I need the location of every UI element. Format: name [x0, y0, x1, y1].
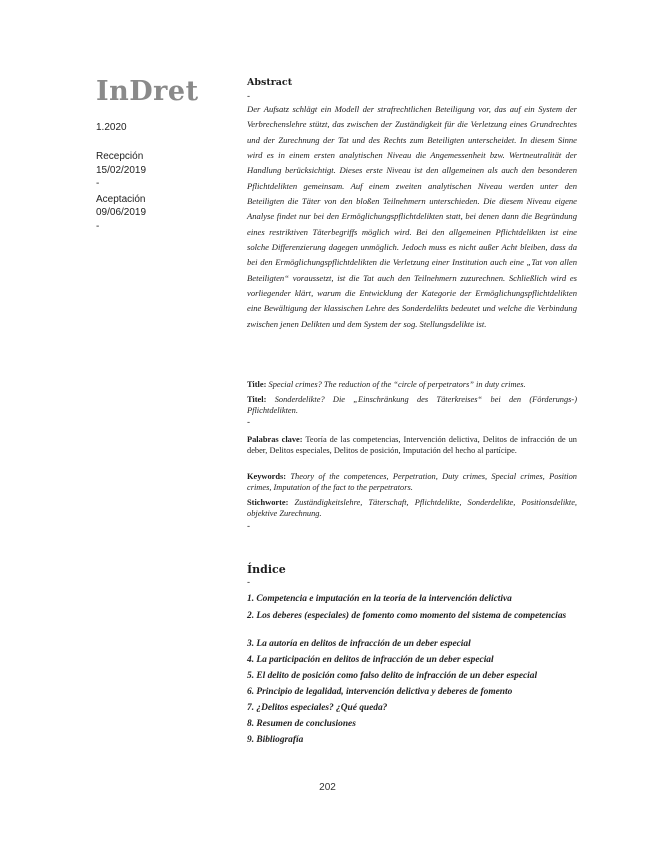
title-de-text: Sonderdelikte? Die „Einschränkung des Täterkreises“ bei den (Förderungs-) Pflichtdelikten. [247, 395, 577, 415]
title-en: Title: Special crimes? The reduction of the “circle of perpetrators” in duty crimes. [247, 380, 526, 389]
title-de: Titel: Sonderdelikte? Die „Einschränkung des Täterkreises“ bei den (Förderungs-) Pflichtdelikten. [247, 395, 577, 415]
toc-item-4[interactable]: 4. La participación en delitos de infracción de un deber especial [247, 655, 494, 665]
toc-item-6[interactable]: 6. Principio de legalidad, intervención delictiva y deberes de fomento [247, 687, 513, 697]
received-dash: - [96, 178, 100, 189]
abstract-dash: - [247, 92, 251, 102]
journal-logo: InDret [96, 76, 199, 107]
title-en-label: Title [247, 380, 264, 389]
accepted-dash: - [96, 221, 100, 232]
accepted-date: 09/06/2019 [96, 207, 147, 218]
abstract-text: Der Aufsatz schlägt ein Modell der strafrechtlichen Beteiligung vor, das auf ein System der Verbrechenslehre stützt, das zwischen der Zuständigkeit für die Verletzung eines Grundrechtes und der Zurechnung der Tat und des Rechts zum Beteiligten unterscheidet. In diesem Sinne wird es in einem ersten analytischen Niveau die Angemessenheit bzw. Wertneutralität der Handlung berücksichtigt. Dieses erste Niveau ist den allgemeinen als auch den besonderen Pflichtdelikten gemeinsam. Auf einem zweiten analytischen Niveau werden unter den Beteiligten die Täter von den bloßen Teilnehmern unterschieden. Die diesem Niveau eigene Analyse findet nur bei den Ermöglichungspflichtdelikten statt, bei denen dann die Begründung eines restriktiven Täterbegriffs möglich wird. Bei den allgemeinen Pflichtdelikten ist eine solche Differenzierung dagegen unmöglich. Jedoch muss es nicht außer Acht bleiben, dass da bei den Ermöglichungspflichtdelikten die Verletzung einer Institution auch eine „Tat von allen Beteiligten“ voraussetzt, ist die Tat auch den Teilnehmern zuzurechnen. Schließlich wird es vorliegender klärt, warum die Entwicklung der Kategorie der Ermöglichungspflichtdelikten eine Bewältigung der klassischen Lehre des Sonderdelikts bedeutet und welche die Verbindung zwischen jenen Delikten und dem System der sog. Stellungsdelikte ist. [247, 104, 577, 329]
index-heading: Índice [247, 563, 286, 576]
abstract-heading: Abstract [247, 77, 293, 88]
toc-item-5[interactable]: 5. El delito de posición como falso delito de infracción de un deber especial [247, 671, 538, 681]
toc-item-8[interactable]: 8. Resumen de conclusiones [247, 719, 356, 729]
keywords-dash: - [247, 522, 251, 532]
toc-item-2[interactable]: 2. Los deberes (especiales) de fomento como momento del sistema de competencias [247, 611, 567, 621]
keywords-es-text: Teoría de las competencias, Intervención delictiva, Delitos de infracción de un deber, Delitos especiales, Delitos de posición, Imputación del hecho al partícipe. [247, 435, 577, 455]
toc-item-9[interactable]: 9. Bibliografía [247, 735, 304, 745]
index-dash: - [247, 578, 251, 588]
keywords-es-label: Palabras clave [247, 435, 300, 444]
received-date: 15/02/2019 [96, 165, 147, 176]
keywords-en-label: Keywords [247, 472, 284, 481]
keywords-de-label: Stichworte [247, 498, 286, 507]
keywords-en-text: Theory of the competences, Perpetration, Duty crimes, Special crimes, Position crimes, Imputation of the fact to the perpetrators. [247, 472, 577, 492]
titles-dash: - [247, 418, 251, 428]
title-en-text: Special crimes? The reduction of the “circle of perpetrators” in duty crimes. [268, 380, 526, 389]
toc-item-1[interactable]: 1. Competencia e imputación en la teoría de la intervención delictiva [247, 594, 512, 604]
keywords-en: Keywords: Theory of the competences, Perpetration, Duty crimes, Special crimes, Position crimes, Imputation of the fact to the perpetrators. [247, 472, 577, 492]
keywords-de-text: Zuständigkeitslehre, Täterschaft, Pflichtdelikte, Sonderdelikte, Positionsdelikte, objektive Zurechnung. [247, 498, 578, 518]
keywords-es: Palabras clave: Teoría de las competencias, Intervención delictiva, Delitos de infracción de un deber, Delitos especiales, Delitos de posición, Imputación del hecho al partícipe. [247, 435, 577, 455]
received-label: Recepción [96, 151, 144, 162]
issue-number: 1.2020 [96, 122, 127, 133]
toc-item-3[interactable]: 3. La autoría en delitos de infracción de un deber especial [247, 639, 471, 649]
page-number: 202 [319, 782, 336, 793]
accepted-label: Aceptación [96, 194, 146, 205]
title-de-label: Titel [247, 395, 264, 404]
toc-item-7[interactable]: 7. ¿Delitos especiales? ¿Qué queda? [247, 703, 388, 713]
keywords-de: Stichworte: Zuständigkeitslehre, Täterschaft, Pflichtdelikte, Sonderdelikte, Positionsdelikte, objektive Zurechnung. [247, 498, 578, 518]
